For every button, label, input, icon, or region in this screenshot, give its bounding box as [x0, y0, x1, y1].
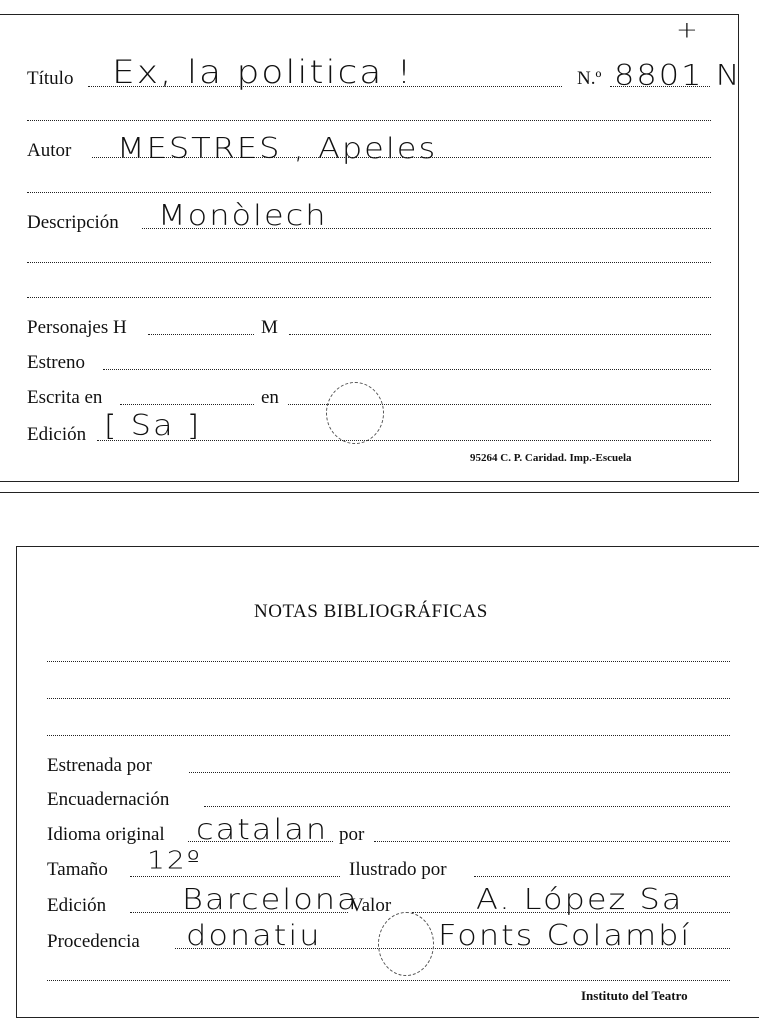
printer-imprint: 95264 C. P. Caridad. Imp.-Escuela — [470, 452, 632, 464]
autor-line-2 — [27, 192, 711, 193]
idioma-por-label: por — [339, 824, 365, 845]
card-divider — [0, 492, 759, 493]
personajes-label: Personajes H — [27, 317, 127, 338]
estrenada-label: Estrenada por — [47, 755, 152, 776]
escrita-label: Escrita en — [27, 387, 103, 408]
titulo-line-2 — [27, 120, 711, 121]
institution-imprint: Instituto del Teatro — [581, 988, 688, 1003]
procedencia-value-2: Fonts Colambí — [438, 917, 692, 952]
edicion-value-front: [ Sa ] — [104, 407, 202, 442]
handwritten-mark: + — [676, 17, 700, 44]
descripcion-value: Monòlech — [158, 197, 328, 232]
encuadernacion-label: Encuadernación — [47, 789, 170, 810]
estreno-label: Estreno — [27, 352, 86, 373]
titulo-label: Título — [27, 68, 74, 89]
perforation-stamp-back — [378, 912, 434, 976]
numero-value: 8801 N — [614, 57, 742, 92]
estreno-line — [103, 369, 711, 370]
valor-value: A. López Sa — [476, 881, 684, 916]
escrita-line — [120, 404, 254, 405]
perforation-stamp-front — [326, 382, 384, 444]
descripcion-label: Descripción — [27, 212, 119, 233]
ilustrado-label: Ilustrado por — [349, 859, 447, 880]
procedencia-line-2 — [47, 980, 730, 981]
titulo-value: Ex, la politica ! — [112, 54, 414, 91]
edicion-label-back: Edición — [47, 895, 107, 916]
tamano-line — [130, 876, 340, 877]
edicion-value-back: Barcelona — [182, 881, 359, 916]
descripcion-line-2 — [27, 262, 711, 263]
tamano-value: 12º — [147, 845, 202, 875]
tamano-label: Tamaño — [47, 859, 108, 880]
idioma-label: Idioma original — [47, 824, 165, 845]
descripcion-line-3 — [27, 297, 711, 298]
personajes-m-label: M — [261, 317, 278, 338]
encuadernacion-line — [204, 806, 730, 807]
personajes-m-line — [289, 334, 711, 335]
notas-line-2 — [47, 698, 730, 699]
numero-label: N.º — [577, 68, 602, 89]
edicion-label-front: Edición — [27, 424, 87, 445]
autor-value: MESTRES , Apeles — [117, 130, 438, 165]
ilustrado-line — [474, 876, 730, 877]
notas-line-1 — [47, 661, 730, 662]
idioma-por-line — [374, 841, 730, 842]
idioma-value: catalan — [196, 811, 329, 846]
valor-label: Valor — [350, 895, 392, 916]
escrita-en2-label: en — [261, 387, 279, 408]
autor-label: Autor — [27, 140, 72, 161]
notas-heading: NOTAS BIBLIOGRÁFICAS — [254, 601, 488, 622]
procedencia-value: donatiu — [186, 917, 322, 952]
estrenada-line — [189, 772, 730, 773]
notas-line-3 — [47, 735, 730, 736]
procedencia-label: Procedencia — [47, 931, 140, 952]
personajes-h-line — [148, 334, 254, 335]
